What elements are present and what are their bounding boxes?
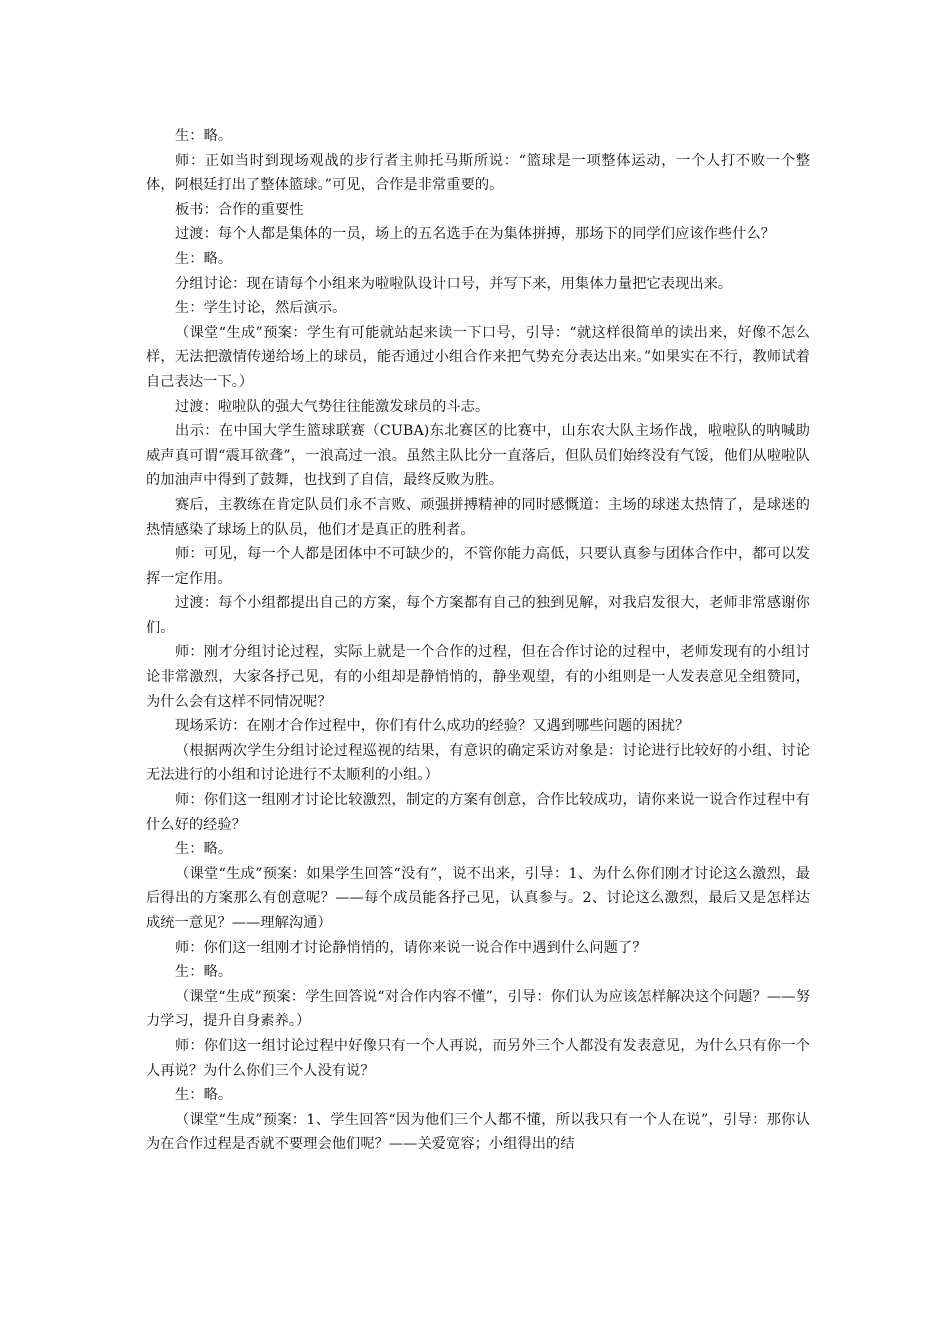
paragraph-7: 生：学生讨论，然后演示。 [175, 300, 347, 317]
paragraph-18: 生：略。 [175, 841, 233, 858]
paragraph-4: 过渡：每个人都是集体的一员，场上的五名选手在为集体拼搏，那场下的同学们应该作些什么？ [175, 226, 776, 243]
document-page [146, 124, 810, 1157]
paragraph-12: 师：可见，每一个人都是团体中不可缺少的，不管你能力高低，只要认真参与团体合作中，都可以发挥一定作用。 [146, 546, 810, 587]
paragraph-23: 师：你们这一组讨论过程中好像只有一个人再说，而另外三个人都没有发表意见，为什么只有你一个人再说？为什么你们三个人没有说？ [146, 1037, 810, 1079]
paragraph-10: 出示：在中国大学生篮球联赛（CUBA)东北赛区的比赛中，山东农大队主场作战，啦啦队的呐喊助威声真可谓“震耳欲聋”，一浪高过一浪。虽然主队比分一直落后，但队员们始终没有气馁，他们从啦啦队的加油声中得到了鼓舞，也找到了自信，最终反败为胜。 [146, 423, 810, 489]
paragraph-13: 过渡：每个小组都提出自己的方案，每个方案都有自己的独到见解，对我启发很大，老师非常感谢你们。 [146, 595, 810, 636]
paragraph-16: （根据两次学生分组讨论过程巡视的结果，有意识的确定采访对象是：讨论进行比较好的小组、讨论无法进行的小组和讨论进行不太顺利的小组。） [146, 742, 810, 784]
paragraph-17: 师：你们这一组刚才讨论比较激烈，制定的方案有创意，合作比较成功，请你来说一说合作过程中有什么好的经验？ [146, 792, 810, 833]
paragraph-5: 生：略。 [175, 250, 233, 267]
paragraph-3: 板书：合作的重要性 [175, 201, 304, 218]
paragraph-9: 过渡：啦啦队的强大气势往往能激发球员的斗志。 [175, 398, 490, 415]
paragraph-2: 师：正如当时到现场观战的步行者主帅托马斯所说：“篮球是一项整体运动，一个人打不败一个整体，阿根廷打出了整体篮球。”可见，合作是非常重要的。 [146, 152, 810, 194]
paragraph-25: （课堂“生成”预案：1、学生回答“因为他们三个人都不懂，所以我只有一个人在说”，引导：那你认为在合作过程是否就不要理会他们呢？——关爱宽容；小组得出的结 [146, 1111, 810, 1153]
paragraph-22: （课堂“生成”预案：学生回答说“对合作内容不懂”，引导：你们认为应该怎样解决这个问题？——努力学习，提升自身素养。） [146, 988, 810, 1030]
paragraph-11: 赛后，主教练在肯定队员们永不言败、顽强拼搏精神的同时感慨道：主场的球迷太热情了，是球迷的热情感染了球场上的队员，他们才是真正的胜利者。 [146, 496, 810, 538]
paragraph-20: 师：你们这一组刚才讨论静悄悄的，请你来说一说合作中遇到什么问题了？ [175, 939, 647, 956]
paragraph-1: 生：略。 [175, 128, 233, 144]
paragraph-21: 生：略。 [175, 964, 233, 981]
paragraph-15: 现场采访：在刚才合作过程中，你们有什么成功的经验？又遇到哪些问题的困扰？ [175, 718, 690, 735]
paragraph-8: （课堂“生成”预案：学生有可能就站起来读一下口号，引导：“就这样很简单的读出来，好像不怎么样，无法把激情传递给场上的球员，能否通过小组合作来把气势充分表达出来。”如果实在不行，教师试着自己表达一下。） [146, 324, 810, 390]
paragraph-24: 生：略。 [175, 1087, 233, 1104]
paragraph-19: （课堂“生成”预案：如果学生回答“没有”，说不出来，引导：1、为什么你们刚才讨论这么激烈，最后得出的方案那么有创意呢？——每个成员能各抒己见，认真参与。2、讨论这么激烈，最后又是怎样达成统一意见？——理解沟通） [146, 865, 810, 931]
paragraph-14: 师：刚才分组讨论过程，实际上就是一个合作的过程，但在合作讨论的过程中，老师发现有的小组讨论非常激烈，大家各抒己见，有的小组却是静悄悄的，静坐观望，有的小组则是一人发表意见全组赞同，为什么会有这样不同情况呢？ [146, 644, 810, 710]
paragraph-6: 分组讨论：现在请每个小组来为啦啦队设计口号，并写下来，用集体力量把它表现出来。 [175, 275, 733, 292]
